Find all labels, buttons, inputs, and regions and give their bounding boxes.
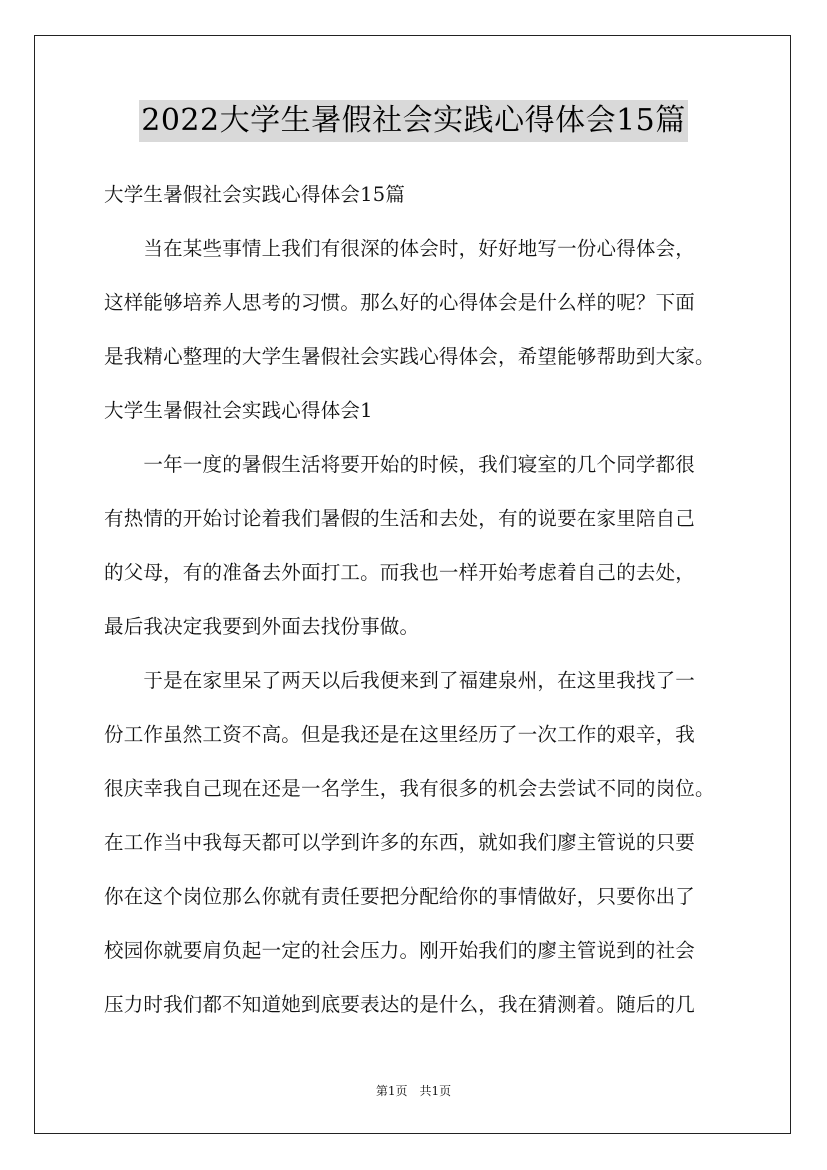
text-line: 于是在家里呆了两天以后我便来到了福建泉州，在这里我找了一	[104, 669, 696, 692]
title-container	[0, 100, 827, 142]
text-line: 你在这个岗位那么你就有责任要把分配给你的事情做好，只要你出了	[104, 885, 696, 908]
document-title: 2022大学生暑假社会实践心得体会15篇	[139, 100, 688, 142]
text-line: 一年一度的暑假生活将要开始的时候，我们寝室的几个同学都很	[104, 453, 696, 476]
text-line: 很庆幸我自己现在还是一名学生，我有很多的机会去尝试不同的岗位。	[104, 777, 715, 800]
text-line: 最后我决定我要到外面去找份事做。	[104, 615, 420, 638]
section-heading: 大学生暑假社会实践心得体会15篇	[104, 183, 406, 206]
text-line: 的父母，有的准备去外面打工。而我也一样开始考虑着自己的去处，	[104, 561, 696, 584]
text-line: 校园你就要肩负起一定的社会压力。刚开始我们的廖主管说到的社会	[104, 939, 696, 962]
text-line: 有热情的开始讨论着我们暑假的生活和去处，有的说要在家里陪自己	[104, 507, 696, 530]
text-line: 压力时我们都不知道她到底要表达的是什么，我在猜测着。随后的几	[104, 993, 696, 1016]
text-line: 在工作当中我每天都可以学到许多的东西，就如我们廖主管说的只要	[104, 831, 696, 854]
text-line: 份工作虽然工资不高。但是我还是在这里经历了一次工作的艰辛，我	[104, 723, 696, 746]
text-line: 是我精心整理的大学生暑假社会实践心得体会，希望能够帮助到大家。	[104, 345, 715, 368]
text-line: 这样能够培养人思考的习惯。那么好的心得体会是什么样的呢？下面	[104, 291, 696, 314]
page-footer: 第1页 共1页	[375, 1084, 452, 1098]
section-heading: 大学生暑假社会实践心得体会1	[104, 399, 373, 422]
text-line: 当在某些事情上我们有很深的体会时，好好地写一份心得体会，	[104, 237, 696, 260]
